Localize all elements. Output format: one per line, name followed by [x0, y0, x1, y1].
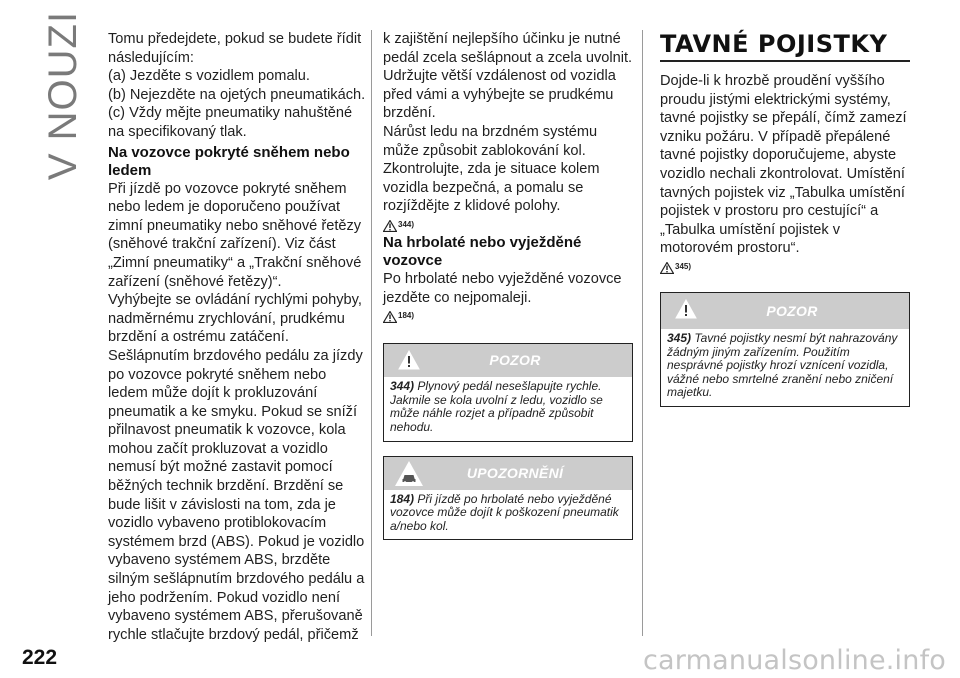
notice-box-header [384, 457, 632, 490]
warning-reference[interactable]: 344) [383, 218, 633, 232]
warning-box-number: 344) [390, 379, 415, 394]
title-underline [660, 60, 910, 62]
section-heading-snow: Na vozovce pokryté sněhem nebo ledem [108, 143, 350, 179]
warning-triangle-icon [660, 262, 674, 274]
paragraph-snow-2: Vyhýbejte se ovládání rychlými pohyby, nadměrnému zrychlování, prudkému brzdění a ostrému zatáčení. [108, 292, 362, 346]
column-divider-2 [642, 30, 643, 636]
column-2 [383, 30, 633, 540]
paragraph-brake-2: Udržujte větší vzdálenost od vozidla před vámi a vyhýbejte se prudkému brzdění. [383, 68, 616, 122]
paragraph-brake-3: Nárůst ledu na brzdném systému může způsobit zablokování kol. [383, 123, 598, 159]
warning-box-344 [383, 343, 633, 441]
car-notice-icon [394, 460, 424, 487]
warning-box-header [384, 344, 632, 377]
paragraph-fuses: Dojde-li k hrozbě proudění vyššího proudu jistými elektrickými systémy, tavné pojistky se přepálí, čímž zamezí vzniku požáru. V případě přepálené tavné pojistky doporučujeme, abyste vozidlo nechali zkontrolovat. Umístění tavných pojistek viz „Tabulka umístění pojistek v prostoru pro cestující“ a „Tabulka umístění pojistek v motorovém prostoru“. [660, 73, 907, 257]
warning-triangle-icon [383, 220, 397, 232]
notice-box-184 [383, 456, 633, 541]
intro-line-1: Tomu předejdete, pokud se budete řídit následujícím: [108, 31, 362, 66]
watermark: carmanualsonline.info [643, 645, 946, 676]
intro-line-a: (a) Jezděte s vozidlem pomalu. [108, 68, 310, 85]
warning-box-title: POZOR [489, 352, 541, 369]
warning-triangle-icon [675, 299, 697, 319]
column-3 [660, 30, 910, 407]
paragraph-rough-road: Po hrbolaté nebo vyježděné vozovce jezděte co nejpomaleji. [383, 270, 622, 306]
side-section-title: V NOUZI [41, 10, 86, 180]
section-heading-rough-road: Na hrbolaté nebo vyježděné vozovce [383, 233, 582, 269]
page-number: 222 [22, 646, 58, 669]
warning-box-text: Tavné pojistky nesmí být nahrazovány žádným jiným zařízením. Použitím nesprávné pojistky hrozí vznícení vozidla, vážné nebo smrtelné zranění nebo zničení majetku. [667, 330, 898, 400]
intro-line-b: (b) Nejezděte na ojetých pneumatikách. [108, 86, 366, 103]
notice-box-title: UPOZORNĚNÍ [466, 464, 564, 481]
warning-box-title: POZOR [766, 302, 818, 319]
column-divider-1 [371, 30, 372, 636]
warning-triangle-icon [398, 350, 420, 370]
section-title-fuses: TAVNÉ POJISTKY [660, 30, 888, 58]
paragraph-brake-4: Zkontrolujte, zda je situace kolem vozidla bezpečná, a pomalu se rozjížděјte z klidové polohy. [383, 161, 600, 215]
warning-box-345 [660, 292, 910, 407]
notice-reference[interactable]: 184) [383, 309, 633, 323]
warning-box-number: 345) [667, 330, 692, 345]
warning-triangle-icon [383, 311, 397, 323]
warning-reference-345[interactable]: 345) [660, 260, 910, 274]
notice-box-text: Při jízdě po hrbolaté nebo vyježděné vozovce může dojít k poškození pneumatik a/nebo kol. [390, 491, 619, 533]
warning-box-text: Plynový pedál nesešlapujte rychle. Jakmile se kola uvolní z ledu, vozidlo se může náhle rozjet a případně způsobit nehodu. [390, 379, 603, 434]
paragraph-snow-1: Při jízdě po vozovce pokryté sněhem nebo ledem je doporučeno používat zimní pneumatiky nebo sněhové řetězy (sněhové trakční zařízení). Viz část „Zimní pneumatiky“ a „Trakční sněhové zařízení (sněhové řetězy)“. [108, 180, 362, 290]
notice-box-number: 184) [390, 491, 415, 506]
intro-line-c: (c) Vždy mějte pneumatiky nahuštěné na specifikovaný tlak. [108, 105, 353, 140]
paragraph-brake-1: k zajištění nejlepšího účinku je nutné pedál zcela sešlápnout a zcela uvolnit. [383, 31, 633, 66]
column-1 [108, 30, 370, 644]
warning-box-header [661, 293, 909, 329]
paragraph-snow-3: Sešlápnutím brzdového pedálu za jízdy po vozovce pokryté sněhem nebo ledem může dojít k prokluzování pneumatik a ke smyku. Pokud se sníží přilnavost pneumatik k vozovce, kola mohou začít prokluzovat a vozidlo nemusí být možné zastavit pomocí běžných technik brzdění. Brzdění se bude lišit v závislosti na tom, zda je vozidlo vybaveno protiblokovacím systémem brzd (ABS). Pokud je vozidlo vybaveno systémem ABS, brzděte silným sešlápnutím brzdového pedálu a jeho podržením. Pokud vozidlo není vybaveno systémem ABS, přerušovaně rychle stlačujte brzdový pedál, přičemž [108, 347, 365, 643]
